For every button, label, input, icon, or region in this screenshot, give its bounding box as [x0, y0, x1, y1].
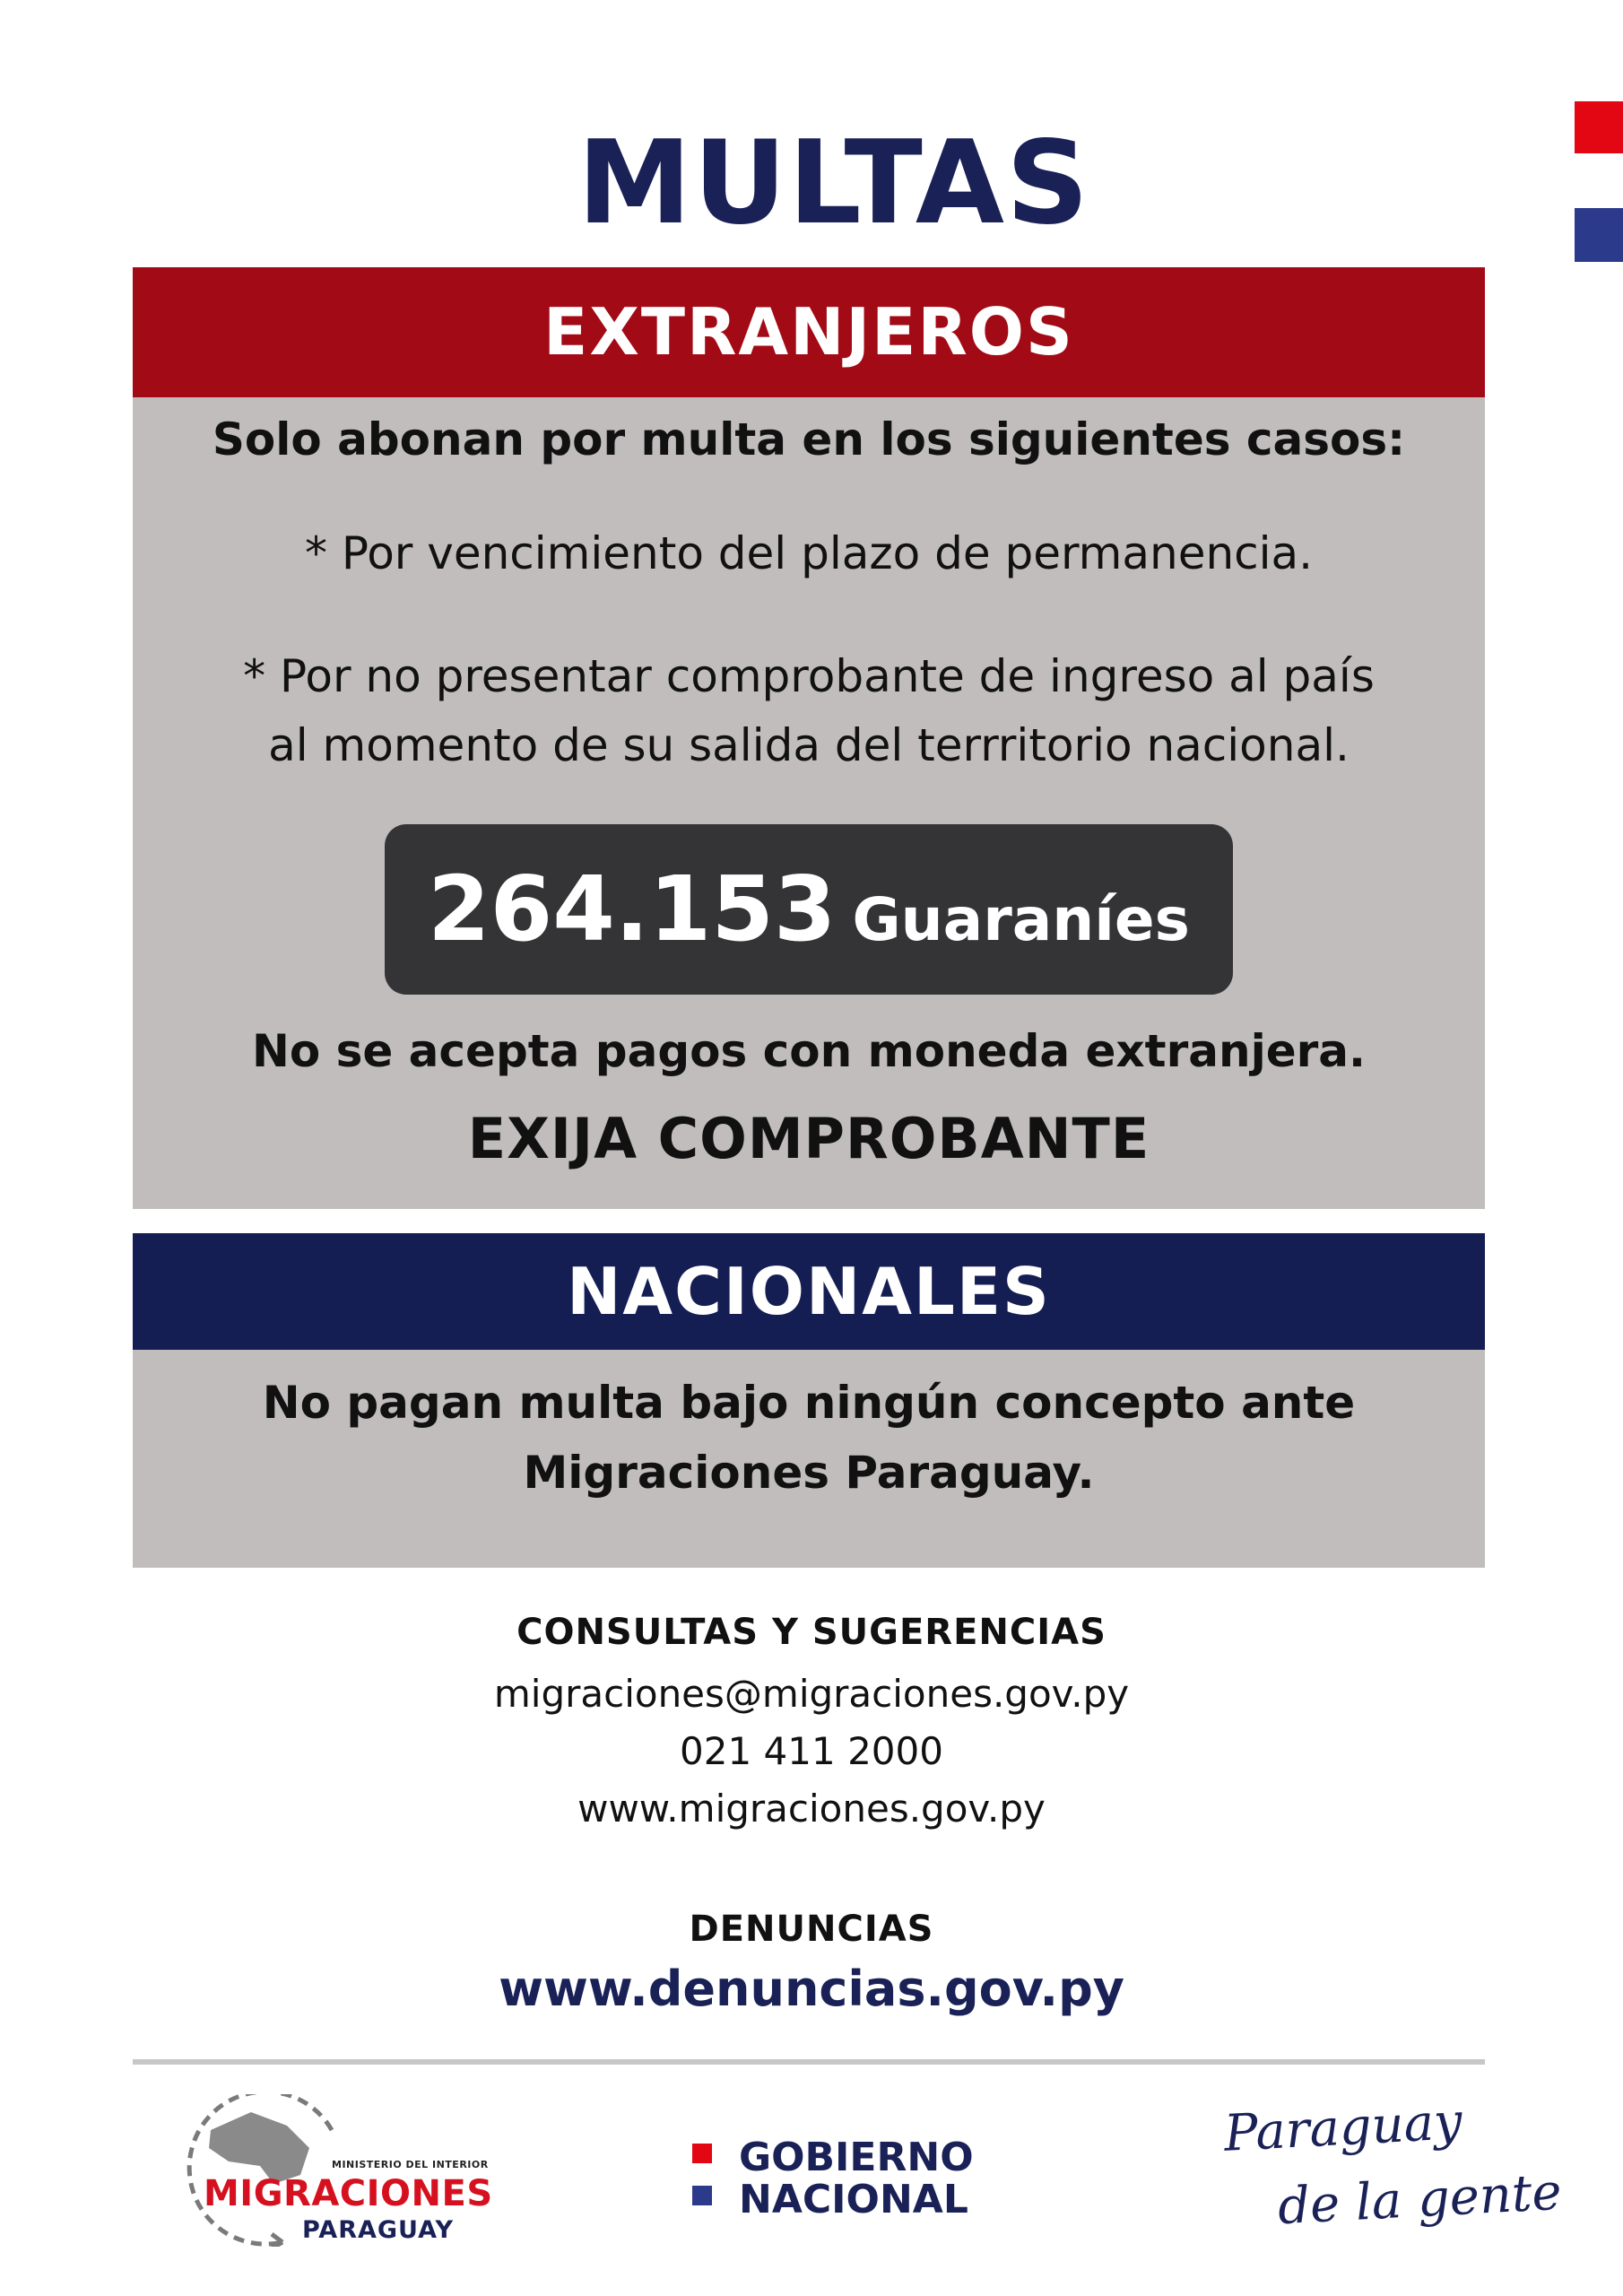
- nacionales-text: [133, 1368, 1485, 1508]
- fine-amount: 264.153: [428, 857, 837, 961]
- extranjeros-panel: [133, 397, 1485, 1209]
- gobierno-nacional-logo: [692, 2135, 997, 2233]
- migraciones-country: PARAGUAY: [302, 2216, 455, 2244]
- extranjeros-intro: Solo abonan por multa en los siguientes casos:: [212, 413, 1406, 465]
- gobierno-line-2: NACIONAL: [739, 2177, 968, 2222]
- paraguay-de-la-gente-logo: [1222, 2092, 1564, 2251]
- extranjeros-case-1: * Por vencimiento del plazo de permanencia.: [304, 527, 1314, 579]
- slogan-line-2: de la gente: [1276, 2162, 1564, 2237]
- migraciones-name: MIGRACIONES: [204, 2173, 493, 2214]
- nacionales-panel: [133, 1350, 1485, 1568]
- extranjeros-case-2: [133, 642, 1485, 780]
- extranjeros-heading: EXTRANJEROS: [133, 267, 1485, 397]
- contact-website[interactable]: www.migraciones.gov.py: [577, 1787, 1046, 1831]
- currency-note: No se acepta pagos con moneda extranjera.: [251, 1025, 1367, 1077]
- nacionales-heading: NACIONALES: [133, 1233, 1485, 1350]
- contact-heading: CONSULTAS Y SUGERENCIAS: [516, 1612, 1107, 1653]
- demand-receipt: EXIJA COMPROBANTE: [467, 1106, 1150, 1171]
- page-title: MULTAS: [577, 117, 1091, 250]
- migraciones-ministry: MINISTERIO DEL INTERIOR: [332, 2159, 489, 2170]
- gobierno-red-square: [692, 2144, 712, 2163]
- denuncias-heading: DENUNCIAS: [689, 1909, 934, 1950]
- contact-email[interactable]: migraciones@migraciones.gov.py: [493, 1672, 1130, 1716]
- migraciones-logo: [175, 2094, 493, 2247]
- slogan-line-1: Paraguay: [1222, 2092, 1464, 2163]
- extranjeros-case-2-line-1: * Por no presentar comprobante de ingreso al país: [243, 650, 1375, 702]
- extranjeros-case-2-line-2: al momento de su salida del terrritorio nacional.: [268, 719, 1350, 771]
- fine-currency: Guaraníes: [852, 885, 1190, 954]
- footer-divider: [133, 2059, 1485, 2065]
- denuncias-link[interactable]: www.denuncias.gov.py: [499, 1961, 1124, 2017]
- gobierno-line-1: GOBIERNO: [739, 2135, 974, 2180]
- gobierno-blue-square: [692, 2186, 712, 2205]
- fine-amount-box: [385, 824, 1233, 995]
- nacionales-line-1: No pagan multa bajo ningún concepto ante: [262, 1377, 1356, 1429]
- contact-phone: 021 411 2000: [680, 1729, 943, 1773]
- nacionales-line-2: Migraciones Paraguay.: [523, 1447, 1095, 1499]
